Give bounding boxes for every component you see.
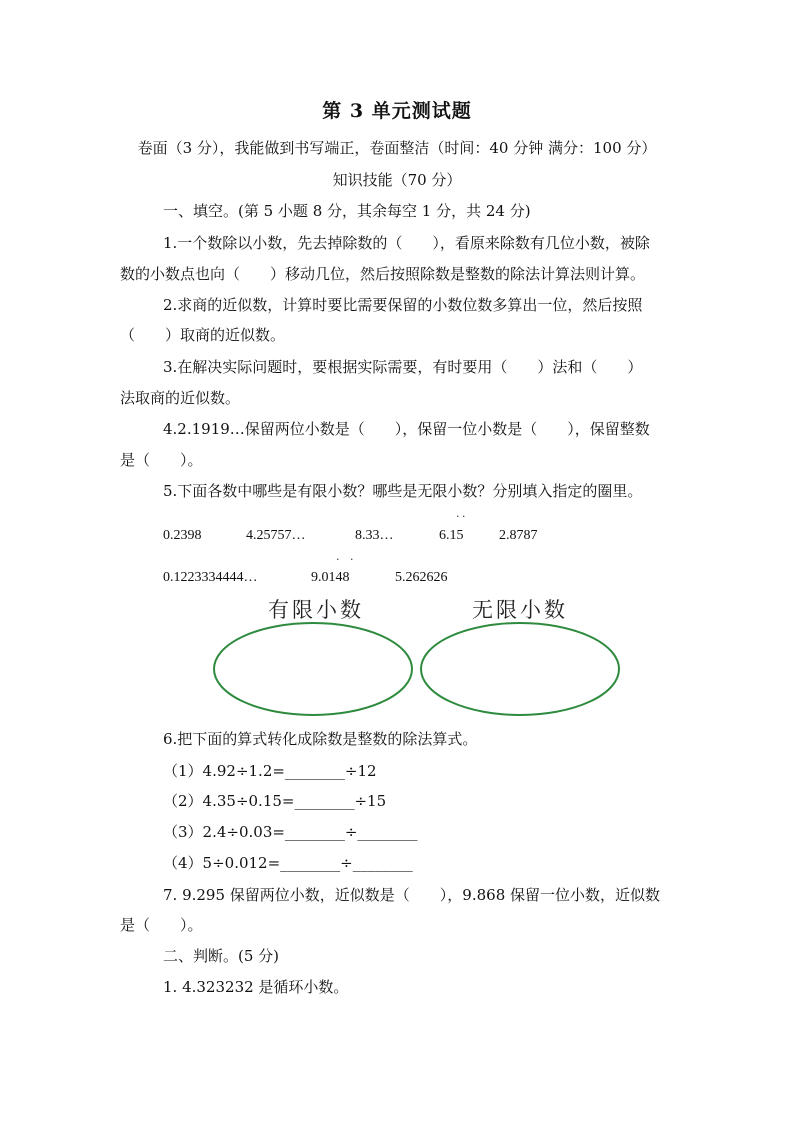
- number-item: 9.0148: [311, 570, 350, 585]
- recurring-dot: ·: [336, 553, 340, 566]
- part1-heading: 一、填空。(第 5 小题 8 分，其余每空 1 分，共 24 分): [163, 202, 531, 220]
- number-item: 4.25757…: [246, 528, 306, 543]
- q6-item-3: （3）2.4÷0.03=________÷________: [163, 823, 418, 841]
- q2-line2: （ ）取商的近似数。: [120, 326, 286, 344]
- number-item: 8.33…: [355, 528, 394, 543]
- q6-item-4: （4）5÷0.012=________÷________: [163, 854, 413, 872]
- q4-line1: 4.2.1919…保留两位小数是（ ），保留一位小数是（ ），保留整数: [163, 420, 650, 438]
- q4-line2: 是（ ）。: [120, 451, 203, 469]
- number-item: 5.262626: [395, 570, 448, 585]
- q7-line2: 是（ ）。: [120, 916, 203, 934]
- recurring-dot: ·: [456, 510, 460, 523]
- number-item: 0.2398: [163, 528, 202, 543]
- number-item: 6.15: [439, 528, 464, 543]
- finite-decimal-circle[interactable]: [214, 623, 412, 715]
- number-item: 0.1223334444…: [163, 570, 258, 585]
- part2-heading: 二、判断。(5 分): [163, 947, 280, 965]
- q6-text: 6.把下面的算式转化成除数是整数的除法算式。: [163, 730, 478, 748]
- recurring-dot: ·: [350, 553, 354, 566]
- q7-line1: 7. 9.295 保留两位小数，近似数是（ ），9.868 保留一位小数，近似数: [163, 886, 661, 904]
- infinite-decimal-circle[interactable]: [421, 623, 619, 715]
- q6-item-1: （1）4.92÷1.2=________÷12: [163, 762, 377, 780]
- header-note: 卷面（3 分），我能做到书写端正，卷面整洁（时间：40 分钟 满分：100 分）: [137, 139, 657, 157]
- q1-line1: 1.一个数除以小数，先去掉除数的（ ），看原来除数有几位小数，被除: [163, 234, 650, 252]
- section-knowledge: 知识技能（70 分）: [332, 171, 462, 189]
- infinite-decimal-label: 无限小数: [472, 598, 568, 622]
- q6-item-2: （2）4.35÷0.15=________÷15: [163, 792, 387, 810]
- number-item: 2.8787: [499, 528, 538, 543]
- q1-line2: 数的小数点也向（ ）移动几位，然后按照除数是整数的除法计算法则计算。: [120, 265, 646, 283]
- finite-decimal-label: 有限小数: [268, 598, 364, 622]
- q5-text: 5.下面各数中哪些是有限小数？哪些是无限小数？分别填入指定的圈里。: [163, 482, 643, 500]
- q3-line2: 法取商的近似数。: [120, 389, 241, 407]
- q2-line1: 2.求商的近似数，计算时要比需要保留的小数位数多算出一位，然后按照: [163, 296, 643, 314]
- q3-line1: 3.在解决实际问题时，要根据实际需要，有时要用（ ）法和（ ）: [163, 358, 643, 376]
- answer-circles: [205, 618, 625, 722]
- judge-q1: 1. 4.323232 是循环小数。: [163, 978, 349, 996]
- recurring-dot: ·: [462, 510, 466, 523]
- page-title: 第 3 单元测试题: [322, 100, 472, 122]
